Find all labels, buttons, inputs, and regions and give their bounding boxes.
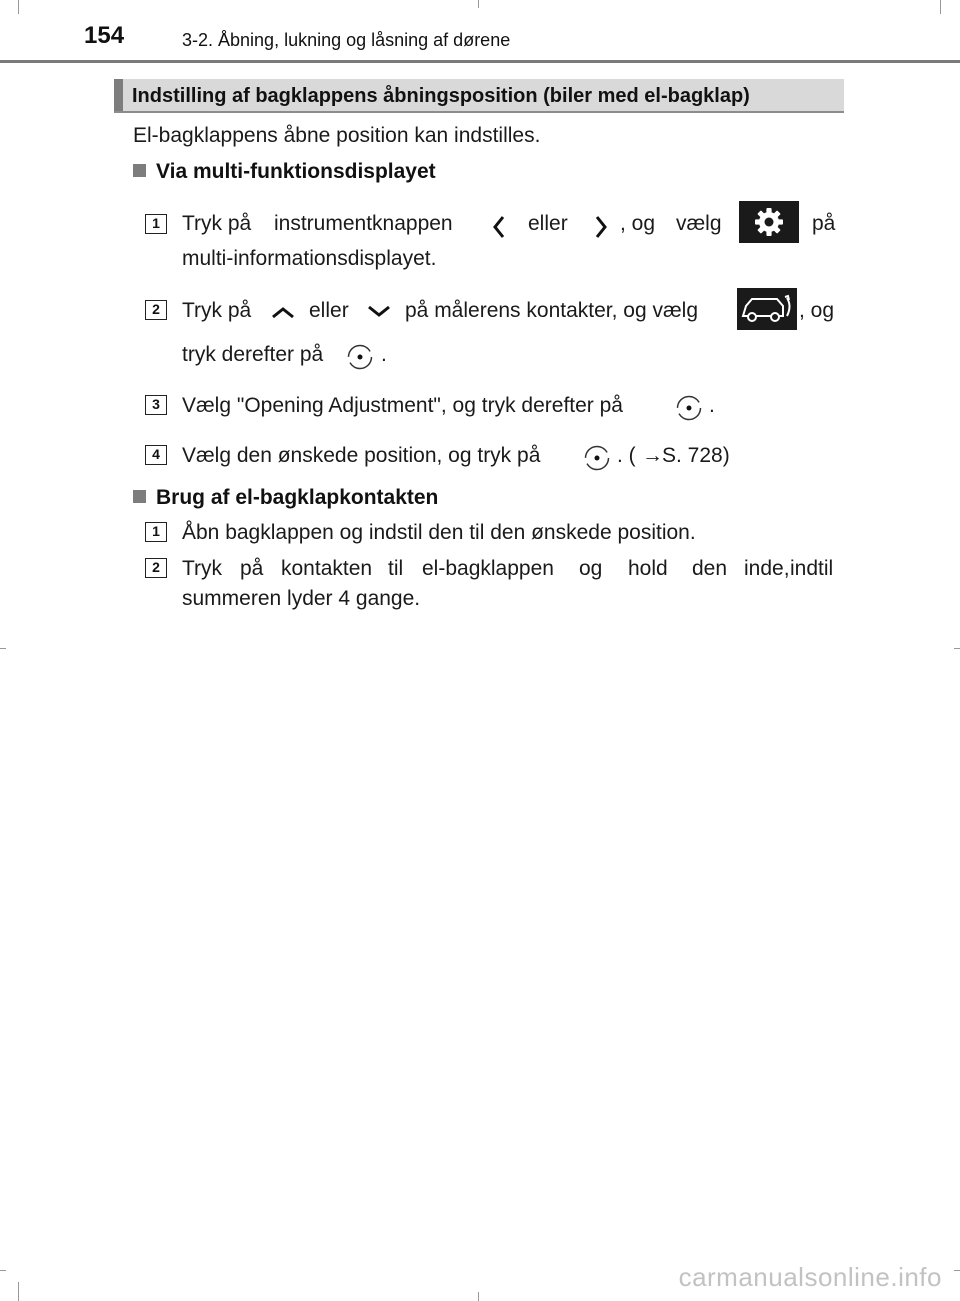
step2-text-c: på målerens kontakter, og vælg: [405, 299, 698, 322]
step2-line2: tryk derefter på: [182, 343, 324, 366]
switch-step2-word: den: [692, 557, 728, 580]
section-heading: [114, 79, 844, 113]
subsection-title-switch-text: Brug af el-bagklapkontakten: [156, 486, 439, 509]
step3-text-a: Vælg "Opening Adjustment", og tryk derefter på: [182, 394, 623, 417]
switch-step2-word: indtil: [790, 557, 834, 580]
section-heading-text: Indstilling af bagklappens åbningsposition (biler med el-bagklap): [132, 85, 750, 107]
step-number: 2: [145, 300, 167, 320]
chevron-right-icon: [593, 214, 609, 240]
page-reference-arrow: →: [642, 444, 663, 467]
chevron-down-icon: [366, 305, 392, 319]
header-rule: [0, 60, 960, 63]
step1-text-a: Tryk på: [182, 212, 252, 235]
switch-step2-word: og: [579, 557, 603, 580]
step-number: 2: [145, 558, 167, 578]
step-number: 1: [145, 522, 167, 542]
step4-text-a: Vælg den ønskede position, og tryk på: [182, 444, 541, 467]
step1-text-f: på: [812, 212, 836, 235]
step2-line2-end: .: [381, 343, 387, 366]
section-heading-bar: [114, 79, 123, 111]
switch-step2-line2: summeren lyder 4 gange.: [182, 587, 421, 610]
crop-mark: [940, 0, 941, 14]
step1-text-b: instrumentknappen: [274, 212, 453, 235]
switch-step2-word: hold: [628, 557, 668, 580]
step2-text-d: , og: [799, 299, 835, 322]
step1-text-d: , og: [620, 212, 656, 235]
step1-text-e: vælg: [676, 212, 722, 235]
chevron-left-icon: [491, 214, 507, 240]
crop-mark: [478, 0, 479, 8]
square-bullet-icon: [133, 164, 146, 177]
step-number: 3: [145, 395, 167, 415]
step2-text-a: Tryk på: [182, 299, 252, 322]
settings-gear-icon: [739, 201, 799, 243]
vehicle-settings-icon: [737, 288, 797, 330]
square-bullet-icon: [133, 490, 146, 503]
ok-button-icon: [675, 394, 703, 422]
crop-mark: [18, 1282, 19, 1301]
crop-mark: [0, 1270, 6, 1271]
step2-text-b: eller: [309, 299, 349, 322]
subsection-title-display-text: Via multi-funktionsdisplayet: [156, 160, 436, 183]
switch-step2-word: el-bagklappen: [422, 557, 554, 580]
intro-text: El-bagklappens åbne position kan indstilles.: [133, 124, 541, 147]
crop-mark: [954, 1270, 960, 1271]
step4-text-b: . (: [617, 444, 636, 467]
switch-step2-word: på: [240, 557, 264, 580]
step-number: 1: [145, 214, 167, 234]
page-number: 154: [84, 22, 125, 49]
step3-text-b: .: [709, 394, 715, 417]
switch-step2-word: inde,: [744, 557, 790, 580]
watermark: carmanualsonline.info: [678, 1262, 942, 1292]
crop-mark: [0, 648, 6, 649]
crop-mark: [478, 1292, 479, 1301]
step-number: 4: [145, 445, 167, 465]
switch-step2-word: kontakten: [281, 557, 373, 580]
step1-line2: multi-informationsdisplayet.: [182, 247, 437, 270]
switch-step1-text: Åbn bagklappen og indstil den til den ønskede position.: [182, 521, 696, 544]
subsection-title-display: [133, 160, 436, 184]
crop-mark: [18, 0, 19, 14]
switch-step2-word: til: [388, 557, 404, 580]
ok-button-icon: [583, 444, 611, 472]
switch-step2-word: Tryk: [182, 557, 223, 580]
subsection-title-switch: [133, 486, 438, 510]
chevron-up-icon: [270, 305, 296, 319]
crop-mark: [954, 648, 960, 649]
page-reference-link[interactable]: S. 728): [662, 444, 730, 467]
chapter-title: 3-2. Åbning, lukning og låsning af dørene: [182, 30, 511, 50]
ok-button-icon: [346, 343, 374, 371]
step1-text-c: eller: [528, 212, 568, 235]
